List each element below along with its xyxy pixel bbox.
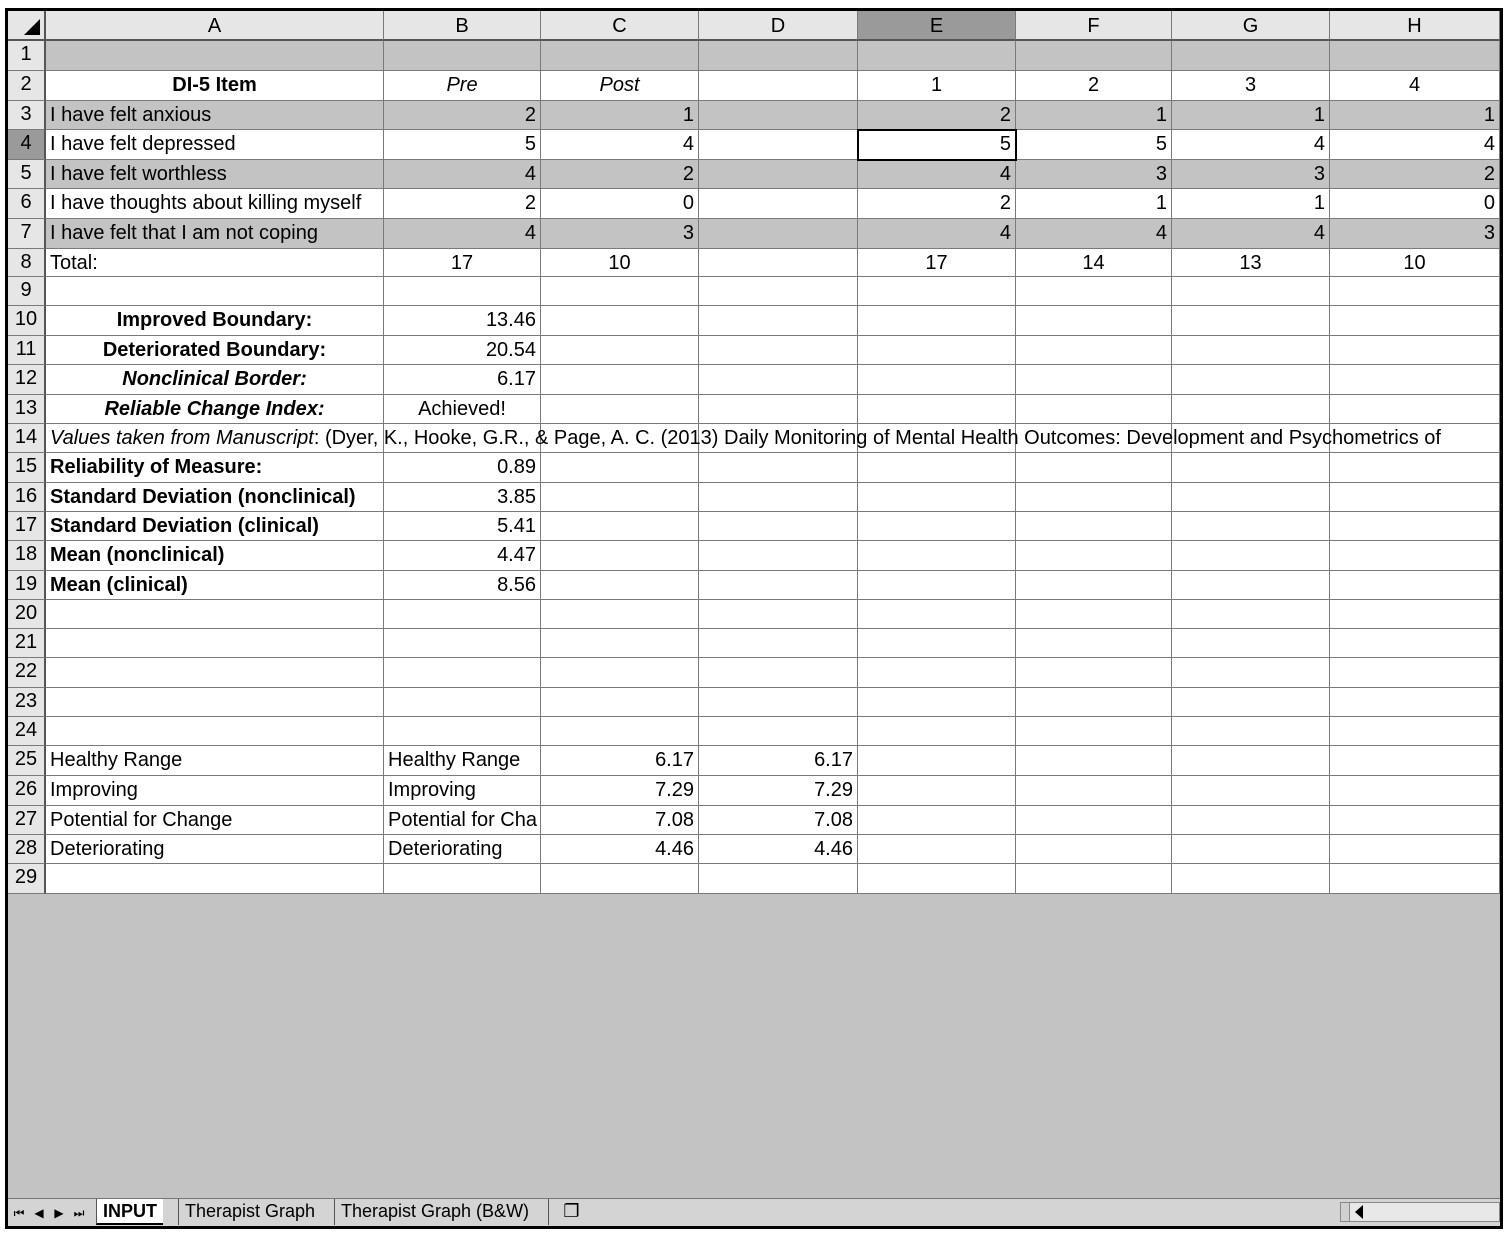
- cell-f8[interactable]: 14: [1016, 249, 1172, 277]
- cell-c19[interactable]: [541, 571, 699, 600]
- cell-c22[interactable]: [541, 658, 699, 688]
- cell-g6[interactable]: 1: [1172, 189, 1330, 219]
- cell-a16[interactable]: Standard Deviation (nonclinical): [46, 483, 384, 512]
- cell-h8[interactable]: 10: [1330, 249, 1500, 277]
- cell-e7[interactable]: 4: [858, 219, 1016, 249]
- cell-e28[interactable]: [858, 835, 1016, 864]
- cell-f12[interactable]: [1016, 365, 1172, 395]
- cell-a9[interactable]: [46, 277, 384, 306]
- cell-g4[interactable]: 4: [1172, 130, 1330, 160]
- cell-g17[interactable]: [1172, 512, 1330, 541]
- cell-e2[interactable]: 1: [858, 71, 1016, 101]
- cell-a19[interactable]: Mean (clinical): [46, 571, 384, 600]
- cell-c16[interactable]: [541, 483, 699, 512]
- cell-g15[interactable]: [1172, 453, 1330, 483]
- cell-b4[interactable]: 5: [384, 130, 541, 160]
- cell-d1[interactable]: [699, 41, 858, 71]
- cell-g26[interactable]: [1172, 776, 1330, 806]
- cell-d7[interactable]: [699, 219, 858, 249]
- row-header-29[interactable]: 29: [8, 864, 46, 894]
- cell-d12[interactable]: [699, 365, 858, 395]
- cell-d17[interactable]: [699, 512, 858, 541]
- cell-b23[interactable]: [384, 688, 541, 717]
- cell-b29[interactable]: [384, 864, 541, 894]
- cell-g5[interactable]: 3: [1172, 160, 1330, 189]
- cell-g9[interactable]: [1172, 277, 1330, 306]
- cell-g29[interactable]: [1172, 864, 1330, 894]
- cell-g8[interactable]: 13: [1172, 249, 1330, 277]
- cell-d2[interactable]: [699, 71, 858, 101]
- cell-b5[interactable]: 4: [384, 160, 541, 189]
- cell-b6[interactable]: 2: [384, 189, 541, 219]
- cell-e21[interactable]: [858, 629, 1016, 658]
- cell-h22[interactable]: [1330, 658, 1500, 688]
- cell-b24[interactable]: [384, 717, 541, 746]
- cell-e1[interactable]: [858, 41, 1016, 71]
- cell-c2[interactable]: Post: [541, 71, 699, 101]
- cell-c21[interactable]: [541, 629, 699, 658]
- select-all-corner[interactable]: [8, 11, 46, 41]
- row-header-15[interactable]: 15: [8, 453, 46, 483]
- row-header-28[interactable]: 28: [8, 835, 46, 864]
- tab-input[interactable]: INPUT: [96, 1199, 163, 1225]
- cell-f15[interactable]: [1016, 453, 1172, 483]
- row-header-13[interactable]: 13: [8, 395, 46, 424]
- cell-h3[interactable]: 1: [1330, 101, 1500, 130]
- row-header-18[interactable]: 18: [8, 541, 46, 571]
- cell-e9[interactable]: [858, 277, 1016, 306]
- cell-f23[interactable]: [1016, 688, 1172, 717]
- cell-c29[interactable]: [541, 864, 699, 894]
- cell-d10[interactable]: [699, 306, 858, 336]
- cell-d29[interactable]: [699, 864, 858, 894]
- cell-g1[interactable]: [1172, 41, 1330, 71]
- cell-f22[interactable]: [1016, 658, 1172, 688]
- cell-f3[interactable]: 1: [1016, 101, 1172, 130]
- column-header-c[interactable]: C: [541, 11, 699, 41]
- cell-b22[interactable]: [384, 658, 541, 688]
- row-header-12[interactable]: 12: [8, 365, 46, 395]
- cell-f29[interactable]: [1016, 864, 1172, 894]
- cell-b19[interactable]: 8.56: [384, 571, 541, 600]
- cell-b17[interactable]: 5.41: [384, 512, 541, 541]
- cell-a27[interactable]: Potential for Change: [46, 806, 384, 835]
- cell-b10[interactable]: 13.46: [384, 306, 541, 336]
- cell-h29[interactable]: [1330, 864, 1500, 894]
- cell-b21[interactable]: [384, 629, 541, 658]
- cell-g24[interactable]: [1172, 717, 1330, 746]
- cell-h2[interactable]: 4: [1330, 71, 1500, 101]
- cell-d23[interactable]: [699, 688, 858, 717]
- cell-h15[interactable]: [1330, 453, 1500, 483]
- select-all-icon: [24, 19, 40, 35]
- cell-b8[interactable]: 17: [384, 249, 541, 277]
- cell-d16[interactable]: [699, 483, 858, 512]
- cell-g7[interactable]: 4: [1172, 219, 1330, 249]
- cell-g25[interactable]: [1172, 746, 1330, 776]
- cell-e18[interactable]: [858, 541, 1016, 571]
- cell-d11[interactable]: [699, 336, 858, 365]
- cell-g13[interactable]: [1172, 395, 1330, 424]
- manuscript-label: Values taken from Manuscript: [50, 427, 314, 449]
- cell-h5[interactable]: 2: [1330, 160, 1500, 189]
- cell-d24[interactable]: [699, 717, 858, 746]
- row-header-22[interactable]: 22: [8, 658, 46, 688]
- cell-a13[interactable]: Reliable Change Index:: [46, 395, 384, 424]
- cell-e29[interactable]: [858, 864, 1016, 894]
- cell-g21[interactable]: [1172, 629, 1330, 658]
- cell-d15[interactable]: [699, 453, 858, 483]
- cell-d18[interactable]: [699, 541, 858, 571]
- cell-a25[interactable]: Healthy Range: [46, 746, 384, 776]
- cell-a26[interactable]: Improving: [46, 776, 384, 806]
- column-header-f[interactable]: F: [1016, 11, 1172, 41]
- cell-g3[interactable]: 1: [1172, 101, 1330, 130]
- cell-a5[interactable]: I have felt worthless: [46, 160, 384, 189]
- cell-g16[interactable]: [1172, 483, 1330, 512]
- cell-h20[interactable]: [1330, 600, 1500, 629]
- cell-a10[interactable]: Improved Boundary:: [46, 306, 384, 336]
- cell-c18[interactable]: [541, 541, 699, 571]
- cell-h25[interactable]: [1330, 746, 1500, 776]
- horizontal-scrollbar[interactable]: [1340, 1202, 1500, 1222]
- cell-d22[interactable]: [699, 658, 858, 688]
- cell-e19[interactable]: [858, 571, 1016, 600]
- cell-d19[interactable]: [699, 571, 858, 600]
- cell-e3[interactable]: 2: [858, 101, 1016, 130]
- cell-h19[interactable]: [1330, 571, 1500, 600]
- sheet-tab-bar: [8, 1198, 1500, 1226]
- row-header-24[interactable]: 24: [8, 717, 46, 746]
- cell-b18[interactable]: 4.47: [384, 541, 541, 571]
- cell-a7[interactable]: I have felt that I am not coping: [46, 219, 384, 249]
- row-header-21[interactable]: 21: [8, 629, 46, 658]
- manuscript-citation: : (Dyer, K., Hooke, G.R., & Page, A. C. (2013) Daily Monitoring of Mental Health Outcomes: Development and Psychometrics of: [313, 427, 1441, 449]
- row-header-25[interactable]: 25: [8, 746, 46, 776]
- cell-a24[interactable]: [46, 717, 384, 746]
- cell-b7[interactable]: 4: [384, 219, 541, 249]
- cell-d21[interactable]: [699, 629, 858, 658]
- cell-a3[interactable]: I have felt anxious: [46, 101, 384, 130]
- cell-d26[interactable]: 7.29: [699, 776, 858, 806]
- cell-e26[interactable]: [858, 776, 1016, 806]
- cell-c28[interactable]: 4.46: [541, 835, 699, 864]
- row-header-16[interactable]: 16: [8, 483, 46, 512]
- cell-f25[interactable]: [1016, 746, 1172, 776]
- cell-c26[interactable]: 7.29: [541, 776, 699, 806]
- cell-a8[interactable]: Total:: [46, 249, 384, 277]
- spreadsheet-window: [5, 8, 1503, 1229]
- row-header-9[interactable]: 9: [8, 277, 46, 306]
- cell-d6[interactable]: [699, 189, 858, 219]
- cell-f27[interactable]: [1016, 806, 1172, 835]
- new-sheet-icon[interactable]: ❐: [548, 1199, 594, 1225]
- cell-h27[interactable]: [1330, 806, 1500, 835]
- cell-b2[interactable]: Pre: [384, 71, 541, 101]
- cell-a4[interactable]: I have felt depressed: [46, 130, 384, 160]
- cell-e13[interactable]: [858, 395, 1016, 424]
- cell-f20[interactable]: [1016, 600, 1172, 629]
- row-header-3[interactable]: 3: [8, 101, 46, 130]
- cell-a2[interactable]: DI-5 Item: [46, 71, 384, 101]
- cell-c5[interactable]: 2: [541, 160, 699, 189]
- cell-g2[interactable]: 3: [1172, 71, 1330, 101]
- cell-c13[interactable]: [541, 395, 699, 424]
- column-header-h[interactable]: H: [1330, 11, 1500, 41]
- cell-e25[interactable]: [858, 746, 1016, 776]
- cell-d25[interactable]: 6.17: [699, 746, 858, 776]
- cell-h21[interactable]: [1330, 629, 1500, 658]
- cell-b27[interactable]: Potential for Cha: [384, 806, 541, 835]
- cell-b13[interactable]: Achieved!: [384, 395, 541, 424]
- cell-b11[interactable]: 20.54: [384, 336, 541, 365]
- row-header-4[interactable]: 4: [8, 130, 46, 160]
- cell-c10[interactable]: [541, 306, 699, 336]
- cell-a20[interactable]: [46, 600, 384, 629]
- cell-d13[interactable]: [699, 395, 858, 424]
- cell-f4[interactable]: 5: [1016, 130, 1172, 160]
- cell-c15[interactable]: [541, 453, 699, 483]
- cell-c25[interactable]: 6.17: [541, 746, 699, 776]
- cell-g28[interactable]: [1172, 835, 1330, 864]
- row-header-20[interactable]: 20: [8, 600, 46, 629]
- cell-c17[interactable]: [541, 512, 699, 541]
- cell-h24[interactable]: [1330, 717, 1500, 746]
- row-header-11[interactable]: 11: [8, 336, 46, 365]
- cell-d20[interactable]: [699, 600, 858, 629]
- cell-e12[interactable]: [858, 365, 1016, 395]
- cell-d9[interactable]: [699, 277, 858, 306]
- tab-therapist-graph-bw[interactable]: Therapist Graph (B&W): [334, 1199, 535, 1225]
- cell-c4[interactable]: 4: [541, 130, 699, 160]
- cell-e10[interactable]: [858, 306, 1016, 336]
- cell-f17[interactable]: [1016, 512, 1172, 541]
- cell-g12[interactable]: [1172, 365, 1330, 395]
- cell-b25[interactable]: Healthy Range: [384, 746, 541, 776]
- cell-h28[interactable]: [1330, 835, 1500, 864]
- row-header-27[interactable]: 27: [8, 806, 46, 835]
- row-header-6[interactable]: 6: [8, 189, 46, 219]
- row-header-14[interactable]: 14: [8, 424, 46, 453]
- cell-e17[interactable]: [858, 512, 1016, 541]
- cell-a29[interactable]: [46, 864, 384, 894]
- cell-b16[interactable]: 3.85: [384, 483, 541, 512]
- cell-f16[interactable]: [1016, 483, 1172, 512]
- column-header-b[interactable]: B: [384, 11, 541, 41]
- last-sheet-icon[interactable]: ⏭: [73, 1206, 85, 1220]
- cell-g11[interactable]: [1172, 336, 1330, 365]
- cell-a15[interactable]: Reliability of Measure:: [46, 453, 384, 483]
- cell-b15[interactable]: 0.89: [384, 453, 541, 483]
- cell-d27[interactable]: 7.08: [699, 806, 858, 835]
- column-header-d[interactable]: D: [699, 11, 858, 41]
- scroll-split-handle[interactable]: [1341, 1203, 1350, 1221]
- cell-f2[interactable]: 2: [1016, 71, 1172, 101]
- cell-d8[interactable]: [699, 249, 858, 277]
- cell-e4[interactable]: 5: [858, 130, 1016, 160]
- cell-h12[interactable]: [1330, 365, 1500, 395]
- cell-f24[interactable]: [1016, 717, 1172, 746]
- cell-g10[interactable]: [1172, 306, 1330, 336]
- cell-h1[interactable]: [1330, 41, 1500, 71]
- next-sheet-icon[interactable]: ▶: [54, 1206, 64, 1220]
- cell-h16[interactable]: [1330, 483, 1500, 512]
- cell-h23[interactable]: [1330, 688, 1500, 717]
- cell-f26[interactable]: [1016, 776, 1172, 806]
- cell-c20[interactable]: [541, 600, 699, 629]
- cell-h18[interactable]: [1330, 541, 1500, 571]
- cell-a6[interactable]: I have thoughts about killing myself: [46, 189, 384, 219]
- cell-e20[interactable]: [858, 600, 1016, 629]
- cell-f19[interactable]: [1016, 571, 1172, 600]
- cell-e27[interactable]: [858, 806, 1016, 835]
- row-header-2[interactable]: 2: [8, 71, 46, 101]
- cell-h4[interactable]: 4: [1330, 130, 1500, 160]
- column-header-e[interactable]: E: [858, 11, 1016, 41]
- cell-f7[interactable]: 4: [1016, 219, 1172, 249]
- cell-a14[interactable]: [46, 424, 1441, 453]
- row-header-17[interactable]: 17: [8, 512, 46, 541]
- cell-g23[interactable]: [1172, 688, 1330, 717]
- cell-a11[interactable]: Deteriorated Boundary:: [46, 336, 384, 365]
- cell-f10[interactable]: [1016, 306, 1172, 336]
- cell-f21[interactable]: [1016, 629, 1172, 658]
- cell-f18[interactable]: [1016, 541, 1172, 571]
- cell-g18[interactable]: [1172, 541, 1330, 571]
- cell-g20[interactable]: [1172, 600, 1330, 629]
- cell-e15[interactable]: [858, 453, 1016, 483]
- cell-b26[interactable]: Improving: [384, 776, 541, 806]
- cell-h13[interactable]: [1330, 395, 1500, 424]
- cell-h26[interactable]: [1330, 776, 1500, 806]
- row-header-26[interactable]: 26: [8, 776, 46, 806]
- cell-c8[interactable]: 10: [541, 249, 699, 277]
- cell-h7[interactable]: 3: [1330, 219, 1500, 249]
- cell-a1[interactable]: [46, 41, 384, 71]
- cell-f28[interactable]: [1016, 835, 1172, 864]
- cell-f9[interactable]: [1016, 277, 1172, 306]
- cell-e23[interactable]: [858, 688, 1016, 717]
- cell-h11[interactable]: [1330, 336, 1500, 365]
- cell-d4[interactable]: [699, 130, 858, 160]
- cell-c24[interactable]: [541, 717, 699, 746]
- cell-c7[interactable]: 3: [541, 219, 699, 249]
- cell-e22[interactable]: [858, 658, 1016, 688]
- cell-c6[interactable]: 0: [541, 189, 699, 219]
- cell-d28[interactable]: 4.46: [699, 835, 858, 864]
- cell-a22[interactable]: [46, 658, 384, 688]
- cell-h6[interactable]: 0: [1330, 189, 1500, 219]
- row-header-19[interactable]: 19: [8, 571, 46, 600]
- cell-c9[interactable]: [541, 277, 699, 306]
- cell-c3[interactable]: 1: [541, 101, 699, 130]
- tab-therapist-graph[interactable]: Therapist Graph: [178, 1199, 321, 1225]
- row-header-8[interactable]: 8: [8, 249, 46, 277]
- cell-a12[interactable]: Nonclinical Border:: [46, 365, 384, 395]
- row-header-7[interactable]: 7: [8, 219, 46, 249]
- row-header-1[interactable]: 1: [8, 41, 46, 71]
- cell-d5[interactable]: [699, 160, 858, 189]
- cell-f13[interactable]: [1016, 395, 1172, 424]
- cell-c11[interactable]: [541, 336, 699, 365]
- cell-h9[interactable]: [1330, 277, 1500, 306]
- cell-a23[interactable]: [46, 688, 384, 717]
- cell-e6[interactable]: 2: [858, 189, 1016, 219]
- cell-b12[interactable]: 6.17: [384, 365, 541, 395]
- cell-a17[interactable]: Standard Deviation (clinical): [46, 512, 384, 541]
- cell-e16[interactable]: [858, 483, 1016, 512]
- cell-g19[interactable]: [1172, 571, 1330, 600]
- cell-c27[interactable]: 7.08: [541, 806, 699, 835]
- prev-sheet-icon[interactable]: ◀: [34, 1206, 44, 1220]
- cell-b9[interactable]: [384, 277, 541, 306]
- cell-a28[interactable]: Deteriorating: [46, 835, 384, 864]
- cell-h10[interactable]: [1330, 306, 1500, 336]
- cell-f5[interactable]: 3: [1016, 160, 1172, 189]
- cell-e8[interactable]: 17: [858, 249, 1016, 277]
- cell-c23[interactable]: [541, 688, 699, 717]
- cell-h17[interactable]: [1330, 512, 1500, 541]
- first-sheet-icon[interactable]: ⏮: [13, 1206, 25, 1220]
- cell-g22[interactable]: [1172, 658, 1330, 688]
- cell-a21[interactable]: [46, 629, 384, 658]
- cell-b1[interactable]: [384, 41, 541, 71]
- cell-f11[interactable]: [1016, 336, 1172, 365]
- scroll-left-icon[interactable]: [1355, 1205, 1363, 1219]
- cell-e11[interactable]: [858, 336, 1016, 365]
- row-header-5[interactable]: 5: [8, 160, 46, 189]
- cell-b20[interactable]: [384, 600, 541, 629]
- cell-a18[interactable]: Mean (nonclinical): [46, 541, 384, 571]
- cell-c12[interactable]: [541, 365, 699, 395]
- cell-g27[interactable]: [1172, 806, 1330, 835]
- column-header-a[interactable]: A: [46, 11, 384, 41]
- cell-d3[interactable]: [699, 101, 858, 130]
- cell-c1[interactable]: [541, 41, 699, 71]
- column-header-g[interactable]: G: [1172, 11, 1330, 41]
- row-header-23[interactable]: 23: [8, 688, 46, 717]
- row-header-10[interactable]: 10: [8, 306, 46, 336]
- cell-f6[interactable]: 1: [1016, 189, 1172, 219]
- cell-e5[interactable]: 4: [858, 160, 1016, 189]
- cell-b28[interactable]: Deteriorating: [384, 835, 541, 864]
- cell-e24[interactable]: [858, 717, 1016, 746]
- cell-b3[interactable]: 2: [384, 101, 541, 130]
- cell-f1[interactable]: [1016, 41, 1172, 71]
